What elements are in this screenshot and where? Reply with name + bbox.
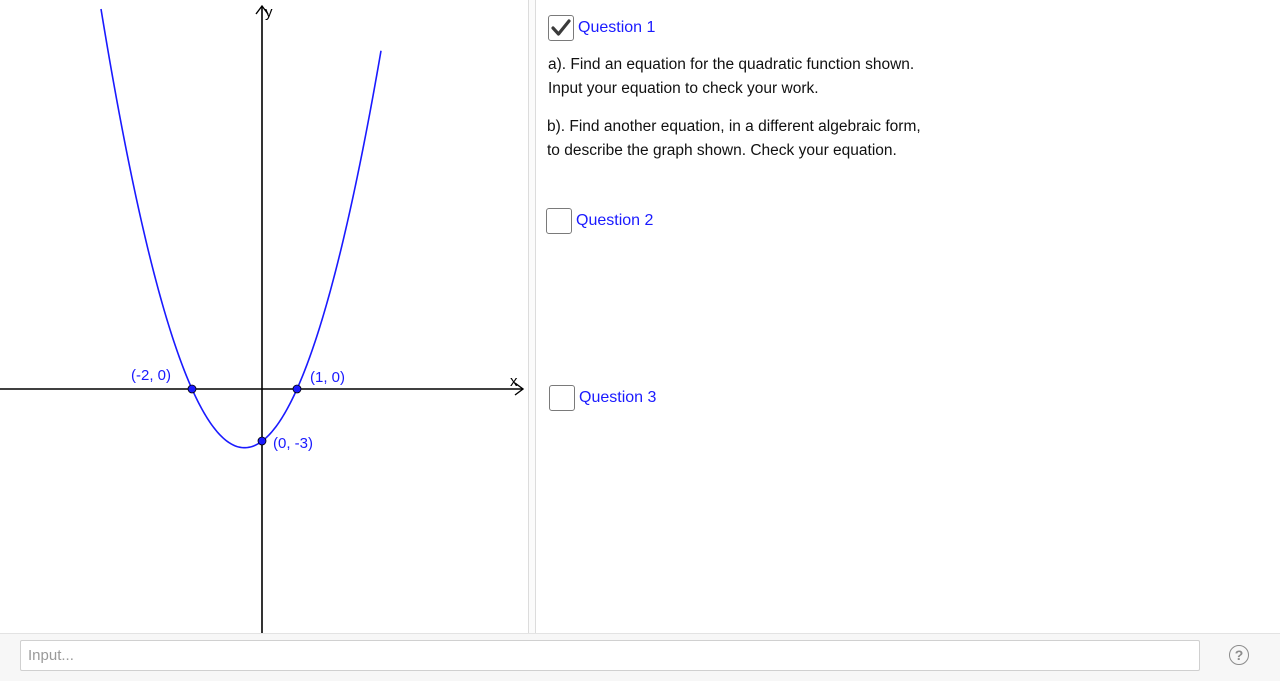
point-a[interactable] xyxy=(188,385,196,393)
question-2-label[interactable]: Question 2 xyxy=(576,212,654,229)
checkmark-icon xyxy=(551,19,571,37)
question-2-row[interactable] xyxy=(546,208,653,234)
point-b-label: (1, 0) xyxy=(310,369,346,386)
question-1-checkbox[interactable] xyxy=(548,15,574,41)
point-b[interactable] xyxy=(293,385,301,393)
question-1-label[interactable]: Question 1 xyxy=(578,19,656,36)
question-2-checkbox[interactable] xyxy=(546,208,572,234)
graphics-view[interactable] xyxy=(0,0,528,633)
point-c-label: (0, -3) xyxy=(273,435,314,452)
y-axis-label: y xyxy=(265,4,273,21)
algebra-input-field[interactable] xyxy=(20,640,1200,671)
graph-canvas[interactable] xyxy=(0,0,528,633)
question-1-part-b-line-2: to describe the graph shown. Check your equation. xyxy=(547,142,897,159)
help-symbol: ? xyxy=(1234,647,1244,663)
question-1-part-a-line-1: a). Find an equation for the quadratic function shown. xyxy=(548,56,915,73)
question-3-checkbox[interactable] xyxy=(549,385,575,411)
point-a-label: (-2, 0) xyxy=(131,367,172,384)
input-bar xyxy=(0,633,1280,681)
panel-splitter[interactable] xyxy=(528,0,536,633)
question-1-row[interactable] xyxy=(548,15,655,41)
help-icon[interactable] xyxy=(1229,645,1249,665)
question-1-part-b-line-1: b). Find another equation, in a different algebraic form, xyxy=(547,118,921,135)
question-3-label[interactable]: Question 3 xyxy=(579,389,657,406)
point-c[interactable] xyxy=(258,437,266,445)
question-3-row[interactable] xyxy=(549,385,656,411)
question-1-part-a-line-2: Input your equation to check your work. xyxy=(548,80,819,97)
x-axis-label: x xyxy=(510,373,518,390)
